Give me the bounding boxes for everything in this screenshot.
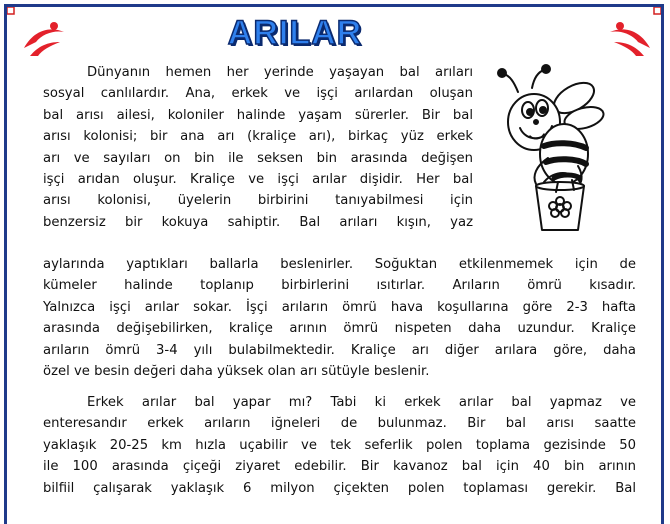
corner-mark-icon (7, 7, 17, 17)
bee-illustration (488, 62, 608, 237)
text-line: özel ve besin değeri daha yüksek olan arı sütüyle beslenir. (43, 364, 430, 380)
text-line: arısı kolonisi; bir ana arı (kraliçe arı), birkaç yüz erkek (43, 129, 473, 145)
text-line: arasında değişebilirken, kraliçe arının ömrü nispeten daha uzundur. Kraliçe (43, 321, 636, 337)
paragraph-2 (43, 254, 636, 382)
text-line: bal arısı ailesi, koloniler halinde yaşam sürerler. Bir bal (43, 107, 473, 123)
text-line: ile 100 arasında çiçeği ziyaret edebilir. Bir kavanoz bal için 40 bin arının (43, 459, 636, 475)
text-line: bilfiil çalışarak yaklaşık 6 milyon çiçekten polen toplaması gerekir. Bal (43, 480, 636, 496)
text-line: Yalnızca işçi arılar sokar. İşçi arıların ömrü hava koşullarına göre 2-3 hafta (43, 299, 636, 315)
text-line: yaklaşık 20-25 km hızla uçabilir ve tek seferlik polen toplama gezisinde 50 (43, 437, 636, 453)
paragraph-1 (43, 62, 473, 233)
text-line: arıların ömrü 3-4 yılı bulabilmektedir. Kraliçe arı diğer arılara göre, daha (43, 342, 636, 358)
text-line: sosyal canlılardır. Ana, erkek ve işçi arılardan oluşan (43, 86, 473, 102)
text-line: enteresandır erkek arıların iğneleri de bulunmaz. Bir bal arısı saatte (43, 416, 636, 432)
page-title: ARILAR (227, 14, 363, 52)
corner-mark-icon (651, 7, 661, 17)
text-line: arı ve sayıları on bin ile seksen bin arasında değişen (43, 150, 473, 166)
text-line: işçi arıdan oluşur. Kraliçe ve işçi arılar dişidir. Her bal (43, 172, 473, 188)
text-line: arısı kolonisi, üyelerin birbirini tanıyabilmesi için (43, 193, 473, 209)
text-line: aylarında yaptıkları ballarla beslenirler. Soğuktan etkilenmemek için de (43, 257, 636, 272)
text-line: benzersiz bir kokuya sahiptir. Bal arıları kışın, yaz (43, 214, 473, 230)
text-line: Dünyanın hemen her yerinde yaşayan bal arıları (87, 65, 473, 80)
paragraph-3 (43, 392, 636, 499)
text-line: kümeler halinde toplanıp birbirlerini ısıtırlar. Arıların ömrü kısadır. (43, 278, 636, 294)
text-line: Erkek arılar bal yapar mı? Tabi ki erkek arılar bal yapmaz ve (87, 395, 636, 410)
brand-logo-icon (606, 20, 654, 58)
brand-logo-icon (20, 20, 68, 58)
